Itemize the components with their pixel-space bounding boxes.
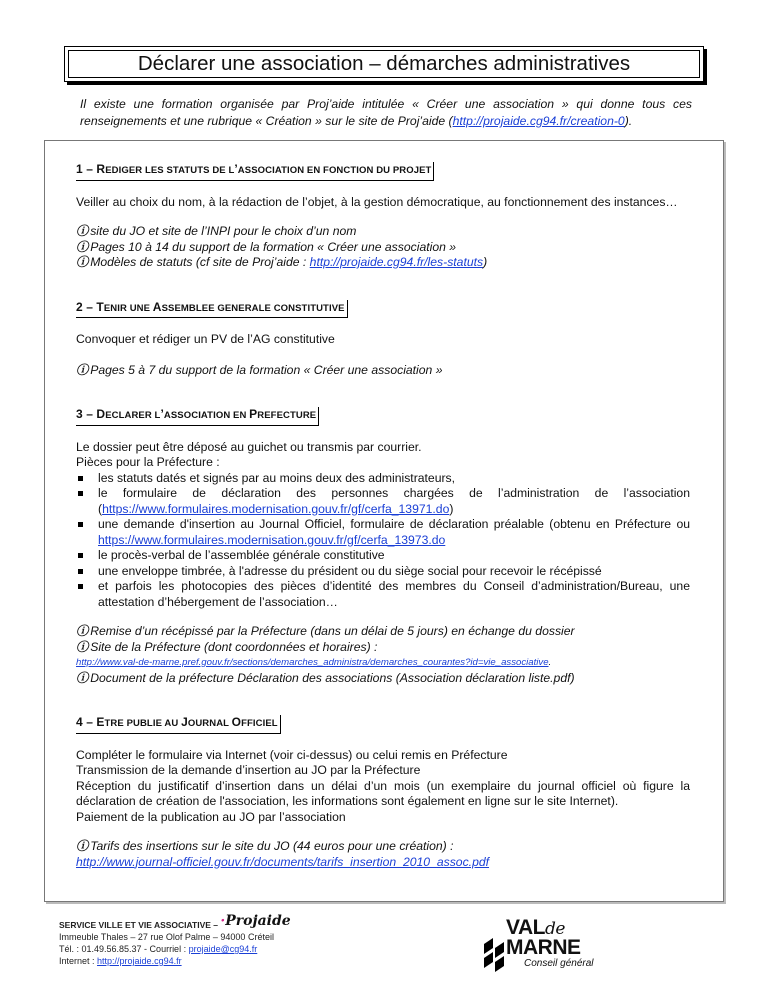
section-2-body: Convoquer et rédiger un PV de l’AG constitutive bbox=[76, 332, 335, 346]
info-bullet-icon: ⓘ bbox=[76, 624, 89, 638]
section-1 bbox=[76, 162, 690, 271]
info-bullet-icon: ⓘ bbox=[76, 639, 89, 654]
heading-smallcaps: ASSOCIATION EN FONCTION DU PROJET bbox=[237, 165, 432, 176]
ref-text: Tarifs des insertions sur le site du JO (44 euros pour une création) : bbox=[90, 839, 454, 853]
link-end: . bbox=[548, 657, 552, 668]
section-2-heading bbox=[76, 300, 348, 319]
page-title: Déclarer une association – démarches administratives bbox=[137, 52, 631, 75]
ref-text: site du JO et site de l’INPI pour le choix d’un nom bbox=[90, 224, 357, 238]
heading-cap: P bbox=[249, 407, 258, 421]
section-4-number: 4 – bbox=[76, 715, 97, 729]
ref-text: Site de la Préfecture (dont coordonnées et horaires) : bbox=[90, 639, 378, 654]
title-box bbox=[64, 46, 704, 82]
section-3-ref bbox=[76, 640, 690, 656]
ref-text: Pages 10 à 14 du support de la formation « Créer une association » bbox=[90, 239, 457, 254]
heading-cap: T bbox=[96, 299, 104, 314]
heading-smallcaps: TRE PUBLIE AU bbox=[104, 718, 182, 729]
section-2-ref bbox=[76, 363, 690, 379]
section-4-line: Transmission de la demande d’insertion au JO par la Préfecture bbox=[76, 763, 421, 777]
section-4-heading bbox=[76, 715, 281, 734]
section-2-number: 2 – bbox=[76, 299, 97, 314]
projaide-logo-text: Projaide bbox=[225, 913, 291, 929]
heading-apostrophe: ’ bbox=[160, 407, 164, 421]
section-1-ref bbox=[76, 240, 690, 256]
cerfa-13973-link[interactable]: https://www.formulaires.modernisation.gouv.fr/gf/cerfa_13973.do bbox=[98, 532, 446, 547]
ref-end: ) bbox=[483, 255, 488, 269]
footer-service: SERVICE VILLE ET VIE ASSOCIATIVE – bbox=[59, 920, 221, 930]
info-bullet-icon: ⓘ bbox=[76, 224, 89, 238]
section-3-ref bbox=[76, 624, 690, 640]
info-bullet-icon: ⓘ bbox=[76, 670, 89, 685]
list-item: une enveloppe timbrée, à l'adresse du président ou du siège social pour recevoir le récépissé bbox=[76, 564, 690, 580]
heading-smallcaps: ECLARER L bbox=[105, 410, 161, 421]
section-3-body-2: Pièces pour la Préfecture : bbox=[76, 455, 220, 469]
heading-smallcaps: FFICIEL bbox=[241, 718, 278, 729]
jo-tarifs-link[interactable]: http://www.journal-officiel.gouv.fr/documents/tarifs_insertion_2010_assoc.pdf bbox=[76, 854, 490, 869]
val-de-marne-mark-icon bbox=[484, 938, 504, 972]
intro-end: ). bbox=[624, 114, 633, 128]
logo-val-text: VAL bbox=[506, 916, 545, 939]
section-2 bbox=[76, 300, 690, 379]
section-4 bbox=[76, 715, 690, 870]
info-bullet-icon: ⓘ bbox=[76, 362, 89, 377]
heading-apostrophe: ’ bbox=[234, 162, 238, 176]
content bbox=[76, 162, 690, 870]
list-item-end: ) bbox=[449, 501, 454, 516]
section-3-number: 3 – bbox=[76, 407, 97, 421]
footer-internet bbox=[59, 955, 291, 967]
section-3-ref bbox=[76, 671, 690, 687]
footer-internet-label: Internet : bbox=[59, 956, 98, 966]
footer-address: Immeuble Thales – 27 rue Olof Palme – 94000 Créteil bbox=[59, 932, 274, 942]
list-item: le procès-verbal de l’assemblée générale constitutive bbox=[76, 548, 690, 564]
section-4-link-line bbox=[76, 855, 690, 871]
section-4-line: Compléter le formulaire via Internet (voir ci-dessus) ou celui remis en Préfecture bbox=[76, 747, 508, 762]
logo-conseil-general: Conseil général bbox=[524, 958, 594, 969]
section-4-line: Réception du justificatif d’insertion dans un délai d’un mois (un exemplaire du journal officiel où figure la déclaration de création de l'association, les informations sont également en ligne sur le site Internet). bbox=[76, 778, 690, 808]
val-de-marne-logo bbox=[484, 916, 604, 976]
heading-smallcaps: ASSOCIATION EN bbox=[163, 410, 250, 421]
section-4-line: Paiement de la publication au JO par l’association bbox=[76, 809, 346, 824]
statuts-link[interactable]: http://projaide.cg94.fr/les-statuts bbox=[309, 255, 484, 269]
section-4-ref bbox=[76, 839, 690, 855]
section-1-heading bbox=[76, 162, 434, 181]
logo-marne: MARNE bbox=[506, 936, 581, 959]
section-1-ref bbox=[76, 255, 690, 271]
cerfa-13971-link[interactable]: https://www.formulaires.modernisation.gouv.fr/gf/cerfa_13971.do bbox=[102, 501, 450, 516]
heading-smallcaps: EDIGER LES STATUTS DE L bbox=[105, 165, 235, 176]
section-3 bbox=[76, 407, 690, 686]
prefecture-link[interactable]: http://www.val-de-marne.pref.gouv.fr/sections/demarches_administra/demarches_courantes?id=vie_associative bbox=[76, 657, 549, 668]
info-bullet-icon: ⓘ bbox=[76, 255, 89, 269]
section-1-body: Veiller au choix du nom, à la rédaction de l’objet, à la gestion démocratique, au fonctionnement des instances… bbox=[76, 194, 678, 209]
heading-smallcaps: ENIR UNE bbox=[103, 302, 153, 314]
heading-cap: O bbox=[231, 715, 242, 729]
list-item: les statuts datés et signés par au moins deux des administrateurs, bbox=[76, 471, 690, 487]
info-bullet-icon: ⓘ bbox=[76, 839, 89, 853]
intro-link[interactable]: http://projaide.cg94.fr/creation-0 bbox=[452, 114, 625, 128]
intro-text: Il existe une formation organisée par Proj’aide intitulée « Créer une association » qui donne tous ces renseignements et une rubrique « Création » sur le site de Proj’aide ( bbox=[80, 97, 692, 128]
projaide-logo: ·Projaide bbox=[220, 913, 291, 929]
list-item bbox=[76, 486, 690, 517]
section-3-body-1: Le dossier peut être déposé au guichet ou transmis par courrier. bbox=[76, 439, 422, 454]
heading-smallcaps: REFECTURE bbox=[257, 410, 317, 421]
list-item-text: le formulaire de déclaration des personnes chargées de l’administration de l’association ( bbox=[98, 486, 690, 516]
list-item bbox=[76, 517, 690, 548]
logo-de-text: de bbox=[544, 919, 565, 939]
footer-site-link[interactable]: http://projaide.cg94.fr bbox=[97, 956, 182, 966]
heading-cap: J bbox=[181, 715, 188, 729]
heading-cap: D bbox=[96, 407, 106, 421]
section-1-number: 1 – bbox=[76, 162, 97, 176]
pieces-list bbox=[76, 471, 690, 611]
heading-cap: E bbox=[96, 715, 105, 729]
section-3-heading bbox=[76, 407, 319, 426]
heading-smallcaps: SSEMBLEE GENERALE CONSTITUTIVE bbox=[161, 302, 345, 314]
footer bbox=[59, 913, 291, 967]
heading-cap: R bbox=[96, 162, 106, 176]
intro-paragraph bbox=[80, 96, 692, 130]
ref-text: Document de la préfecture Déclaration des associations (Association déclaration liste.pdf) bbox=[90, 670, 575, 685]
footer-email-link[interactable]: projaide@cg94.fr bbox=[188, 944, 258, 954]
footer-contact bbox=[59, 943, 291, 955]
ref-text: Pages 5 à 7 du support de la formation « Créer une association » bbox=[90, 362, 443, 377]
list-item: et parfois les photocopies des pièces d’identité des membres du Conseil d’administration/Bureau, une attestation d’hébergement de l’association… bbox=[76, 579, 690, 610]
list-item-text: une demande d'insertion au Journal Officiel, formulaire de déclaration préalable (obtenu en Préfecture ou bbox=[98, 517, 690, 531]
info-bullet-icon: ⓘ bbox=[76, 239, 89, 254]
section-1-ref bbox=[76, 224, 690, 240]
heading-cap: A bbox=[152, 299, 162, 314]
footer-phone: Tél. : 01.49.56.85.37 - Courriel : bbox=[59, 944, 189, 954]
ref-text: Remise d’un récépissé par la Préfecture (dans un délai de 5 jours) en échange du dossier bbox=[90, 624, 575, 638]
ref-text: Modèles de statuts (cf site de Proj’aide : bbox=[90, 255, 310, 269]
heading-smallcaps: OURNAL bbox=[187, 718, 232, 729]
prefecture-link-line bbox=[76, 655, 690, 671]
